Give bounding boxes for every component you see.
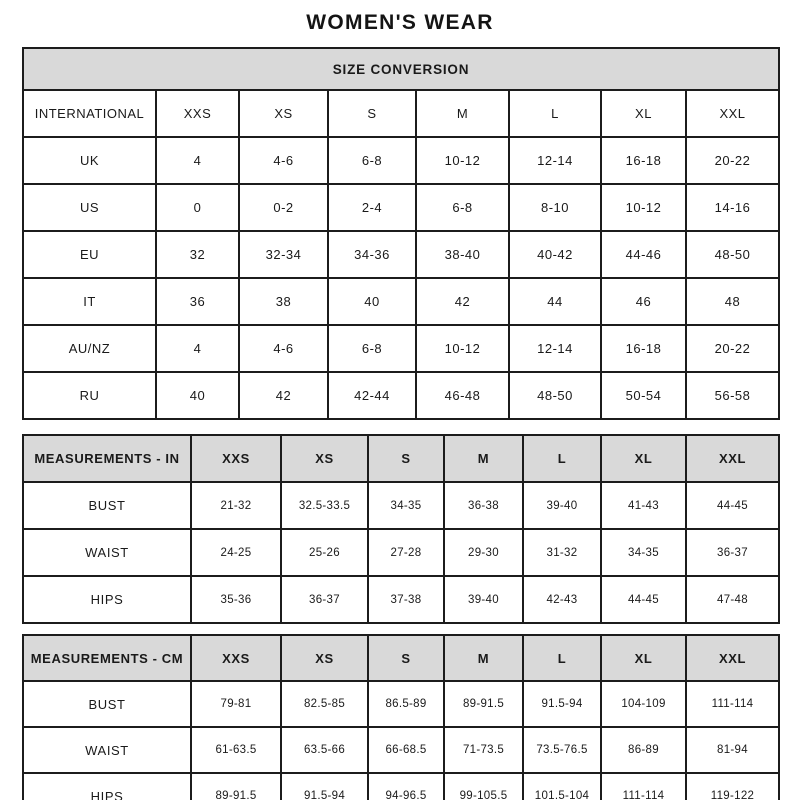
- value-cell: 0-2: [239, 184, 328, 231]
- measurements-in-header: MEASUREMENTS - IN: [23, 435, 191, 482]
- value-cell: 29-30: [444, 529, 523, 576]
- col-header-s: S: [368, 435, 444, 482]
- value-cell: 20-22: [686, 325, 779, 372]
- value-cell: 40: [156, 372, 239, 419]
- row-label: US: [23, 184, 156, 231]
- value-cell: 4-6: [239, 325, 328, 372]
- value-cell: 86-89: [601, 727, 686, 773]
- value-cell: 44: [509, 278, 601, 325]
- col-header-xxs: XXS: [156, 90, 239, 137]
- row-label: HIPS: [23, 773, 191, 800]
- value-cell: 38-40: [416, 231, 509, 278]
- table-banner-row: [23, 48, 779, 90]
- value-cell: 39-40: [523, 482, 601, 529]
- value-cell: 41-43: [601, 482, 686, 529]
- col-header-l: L: [523, 435, 601, 482]
- value-cell: 10-12: [416, 137, 509, 184]
- value-cell: 4: [156, 137, 239, 184]
- value-cell: 34-35: [368, 482, 444, 529]
- value-cell: 8-10: [509, 184, 601, 231]
- row-label: BUST: [23, 681, 191, 727]
- col-header-international: INTERNATIONAL: [23, 90, 156, 137]
- col-header-xs: XS: [239, 90, 328, 137]
- table-row-ru: [23, 372, 779, 419]
- value-cell: 34-36: [328, 231, 416, 278]
- value-cell: 86.5-89: [368, 681, 444, 727]
- row-label: EU: [23, 231, 156, 278]
- table-row-us: [23, 184, 779, 231]
- col-header-s: S: [368, 635, 444, 681]
- value-cell: 48-50: [509, 372, 601, 419]
- value-cell: 20-22: [686, 137, 779, 184]
- table-row-bust: [23, 681, 779, 727]
- value-cell: 31-32: [523, 529, 601, 576]
- value-cell: 89-91.5: [444, 681, 523, 727]
- value-cell: 32: [156, 231, 239, 278]
- value-cell: 6-8: [416, 184, 509, 231]
- value-cell: 42: [416, 278, 509, 325]
- col-header-xl: XL: [601, 635, 686, 681]
- value-cell: 99-105.5: [444, 773, 523, 800]
- col-header-xxl: XXL: [686, 435, 779, 482]
- value-cell: 14-16: [686, 184, 779, 231]
- value-cell: 2-4: [328, 184, 416, 231]
- row-label: WAIST: [23, 727, 191, 773]
- value-cell: 101.5-104: [523, 773, 601, 800]
- row-label: HIPS: [23, 576, 191, 623]
- measurements-cm-table: [22, 634, 780, 800]
- size-conversion-table: [22, 47, 780, 420]
- value-cell: 40: [328, 278, 416, 325]
- value-cell: 36-37: [686, 529, 779, 576]
- value-cell: 111-114: [601, 773, 686, 800]
- row-label: IT: [23, 278, 156, 325]
- value-cell: 36-37: [281, 576, 368, 623]
- value-cell: 42-43: [523, 576, 601, 623]
- value-cell: 37-38: [368, 576, 444, 623]
- value-cell: 36-38: [444, 482, 523, 529]
- value-cell: 48: [686, 278, 779, 325]
- table-row-uk: [23, 137, 779, 184]
- value-cell: 91.5-94: [281, 773, 368, 800]
- value-cell: 79-81: [191, 681, 281, 727]
- value-cell: 44-45: [686, 482, 779, 529]
- value-cell: 89-91.5: [191, 773, 281, 800]
- table-row-waist: [23, 727, 779, 773]
- col-header-xs: XS: [281, 435, 368, 482]
- col-header-xxs: XXS: [191, 435, 281, 482]
- value-cell: 81-94: [686, 727, 779, 773]
- tables-container: [22, 47, 778, 800]
- table-row-aunz: [23, 325, 779, 372]
- value-cell: 38: [239, 278, 328, 325]
- col-header-xxs: XXS: [191, 635, 281, 681]
- col-header-xl: XL: [601, 90, 686, 137]
- value-cell: 32.5-33.5: [281, 482, 368, 529]
- value-cell: 42: [239, 372, 328, 419]
- value-cell: 25-26: [281, 529, 368, 576]
- value-cell: 0: [156, 184, 239, 231]
- row-label: RU: [23, 372, 156, 419]
- value-cell: 6-8: [328, 137, 416, 184]
- value-cell: 46-48: [416, 372, 509, 419]
- value-cell: 16-18: [601, 325, 686, 372]
- column-header-row: [23, 90, 779, 137]
- column-header-row: [23, 435, 779, 482]
- value-cell: 12-14: [509, 137, 601, 184]
- table-row-hips: [23, 773, 779, 800]
- value-cell: 73.5-76.5: [523, 727, 601, 773]
- value-cell: 27-28: [368, 529, 444, 576]
- page-title: WOMEN'S WEAR: [306, 11, 494, 34]
- table-row-waist: [23, 529, 779, 576]
- value-cell: 61-63.5: [191, 727, 281, 773]
- value-cell: 24-25: [191, 529, 281, 576]
- value-cell: 34-35: [601, 529, 686, 576]
- col-header-l: L: [509, 90, 601, 137]
- row-label: BUST: [23, 482, 191, 529]
- value-cell: 35-36: [191, 576, 281, 623]
- value-cell: 71-73.5: [444, 727, 523, 773]
- value-cell: 63.5-66: [281, 727, 368, 773]
- value-cell: 111-114: [686, 681, 779, 727]
- value-cell: 6-8: [328, 325, 416, 372]
- col-header-xxl: XXL: [686, 90, 779, 137]
- value-cell: 40-42: [509, 231, 601, 278]
- value-cell: 36: [156, 278, 239, 325]
- value-cell: 91.5-94: [523, 681, 601, 727]
- value-cell: 4-6: [239, 137, 328, 184]
- value-cell: 12-14: [509, 325, 601, 372]
- value-cell: 21-32: [191, 482, 281, 529]
- value-cell: 119-122: [686, 773, 779, 800]
- row-label: AU/NZ: [23, 325, 156, 372]
- value-cell: 104-109: [601, 681, 686, 727]
- table-row-bust: [23, 482, 779, 529]
- col-header-s: S: [328, 90, 416, 137]
- col-header-xl: XL: [601, 435, 686, 482]
- value-cell: 16-18: [601, 137, 686, 184]
- value-cell: 56-58: [686, 372, 779, 419]
- value-cell: 39-40: [444, 576, 523, 623]
- col-header-xs: XS: [281, 635, 368, 681]
- col-header-m: M: [444, 435, 523, 482]
- table-row-it: [23, 278, 779, 325]
- value-cell: 48-50: [686, 231, 779, 278]
- value-cell: 66-68.5: [368, 727, 444, 773]
- value-cell: 47-48: [686, 576, 779, 623]
- col-header-l: L: [523, 635, 601, 681]
- column-header-row: [23, 635, 779, 681]
- col-header-m: M: [444, 635, 523, 681]
- table-row-hips: [23, 576, 779, 623]
- col-header-m: M: [416, 90, 509, 137]
- value-cell: 46: [601, 278, 686, 325]
- value-cell: 32-34: [239, 231, 328, 278]
- size-conversion-header: SIZE CONVERSION: [23, 48, 779, 90]
- value-cell: 42-44: [328, 372, 416, 419]
- value-cell: 44-46: [601, 231, 686, 278]
- value-cell: 82.5-85: [281, 681, 368, 727]
- value-cell: 44-45: [601, 576, 686, 623]
- value-cell: 10-12: [416, 325, 509, 372]
- value-cell: 4: [156, 325, 239, 372]
- col-header-xxl: XXL: [686, 635, 779, 681]
- row-label: WAIST: [23, 529, 191, 576]
- row-label: UK: [23, 137, 156, 184]
- measurements-in-table: [22, 434, 780, 624]
- value-cell: 94-96.5: [368, 773, 444, 800]
- value-cell: 50-54: [601, 372, 686, 419]
- value-cell: 10-12: [601, 184, 686, 231]
- table-row-eu: [23, 231, 779, 278]
- measurements-cm-header: MEASUREMENTS - CM: [23, 635, 191, 681]
